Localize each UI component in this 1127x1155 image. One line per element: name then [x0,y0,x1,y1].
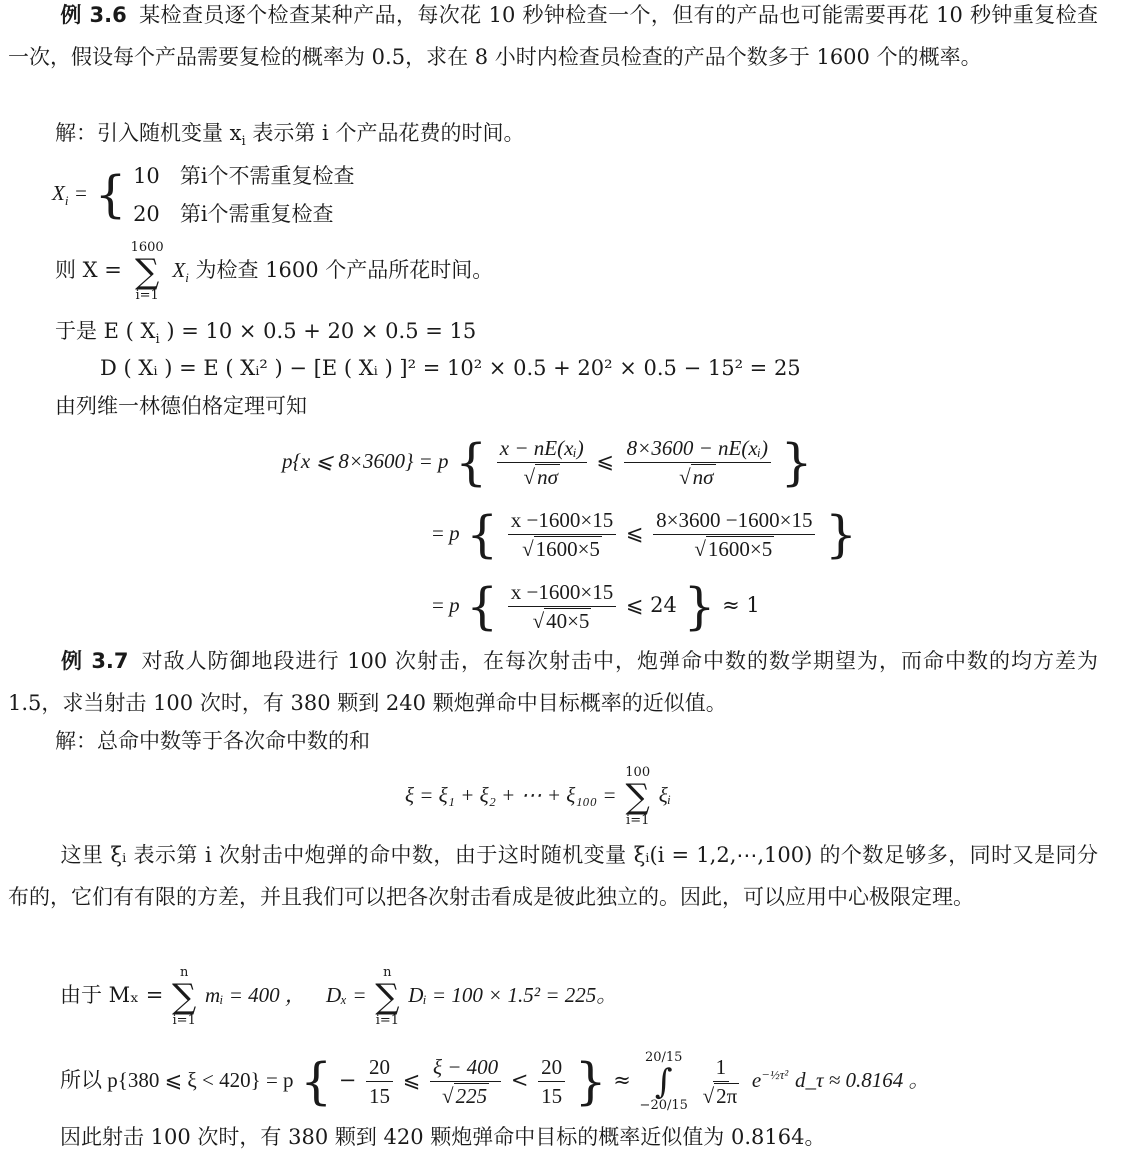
equation-3: = p { $\frac{x -1600\times 15}{√40\times 5}$ ⩽ 24 } ≈ 1 [432,577,760,636]
example-3-7-text: 对敌人防御地段进行 100 次射击，在每次射击中，炮弹命中数的数学期望为，而命中数的均方差为 1.5，求当射击 100 次时，有 380 颗到 240 颗炮弹命中目标概率的近似值。 [8,649,1098,715]
example-3-6-statement [8,0,1098,78]
equation-2: = p { $\frac{x -1600\times 15}{√1600\times 5}$ ⩽ $\frac{8\times 3600 -1600\times 15}{√1600\times 5}$ } [432,505,857,564]
variance-line: D ( Xᵢ ) = E ( Xᵢ² ) − [E ( Xᵢ ) ]² = 10² × 0.5 + 20² × 0.5 − 15² = 25 [100,356,801,380]
piecewise-cases: 10 第i个不需重复检查 20 第i个需重复检查 [133,163,355,226]
sum-definition: 则 X = 1600 ∑ i=1 $X_i$ 为检查 1600 个产品所花时间。 [55,239,494,303]
example-3-7-statement [8,640,1098,724]
independence-paragraph: 这里 ξᵢ 表示第 i 次射击中炮弹的命中数，由于这时随机变量 ξᵢ(i = 1,2,⋯,100) 的个数足够多，同时又是同分布的，它们有有限的方差，并且我们可以把各次射击看成是彼此独立的。因此，可以应用中心极限定理。 [8,843,1098,909]
sum-symbol: 1600 ∑ i=1 [130,239,164,303]
xi-sum-symbol: 100 ∑ i=1 [625,764,651,828]
mean-variance-line: 由于 Mₓ = n ∑ i=1 mᵢ = 400 ， Dₓ = n ∑ i=1 Dᵢ = 100 × 1.5² = 225。 [60,964,618,1028]
expectation-line: 于是 E ( $X_i$ ) = 10 × 0.5 + 20 × 0.5 = 15 [55,319,477,348]
piecewise-definition: $X_i$ = { 10 第i个不需重复检查 20 第i个需重复检查 [52,155,355,239]
example-3-7-label: 例 3.7 [60,649,129,673]
example-3-6-label: 例 3.6 [60,3,127,27]
integral-symbol: 20/15 ∫ −20/15 [639,1049,688,1113]
probability-line: 所以 p{380 ⩽ ξ < 420} = p { − $\frac{20}{15}$ ⩽ $\frac{\xi - 400}{√225}$ < $\frac{20}{15}$ } ≈ 20/15 ∫ −20/15 $\frac{1}{√2\pi}$ $e^{-\frac{1}{2}\tau^2}$ d_τ ≈ 0.8164 。 [60,1049,930,1113]
example-3-6-text: 某检查员逐个检查某种产品，每次花 10 秒钟检查一个，但有的产品也可能需要再花 10 秒钟重复检查一次，假设每个产品需要复检的概率为 0.5，求在 8 小时内检查员检查的产品个数多于 1600 个的概率。 [8,3,1098,69]
theorem-line: 由列维一林德伯格定理可知 [55,394,307,418]
conclusion-line: 因此射击 100 次时，有 380 颗到 420 颗炮弹命中目标的概率近似值为 0.8164。 [60,1125,826,1149]
solution-intro-3-7: 解：总命中数等于各次命中数的和 [55,729,370,753]
solution-intro-3-6: 解：引入随机变量 $x_i$ 表示第 i 个产品花费的时间。 [55,121,525,150]
xi-sum-equation: ξ = ξ₁ + ξ₂ + ⋯ + ξ₁₀₀ = 100 ∑ i=1 ξᵢ [405,764,672,828]
equation-1: p{x ⩽ 8×3600} = p { $\frac{\text{x − nE(xᵢ)}}{√n\sigma}$ ⩽ $\frac{\text{8×3600 − nE(xᵢ)}}{√n\sigma}$ } [282,433,813,492]
